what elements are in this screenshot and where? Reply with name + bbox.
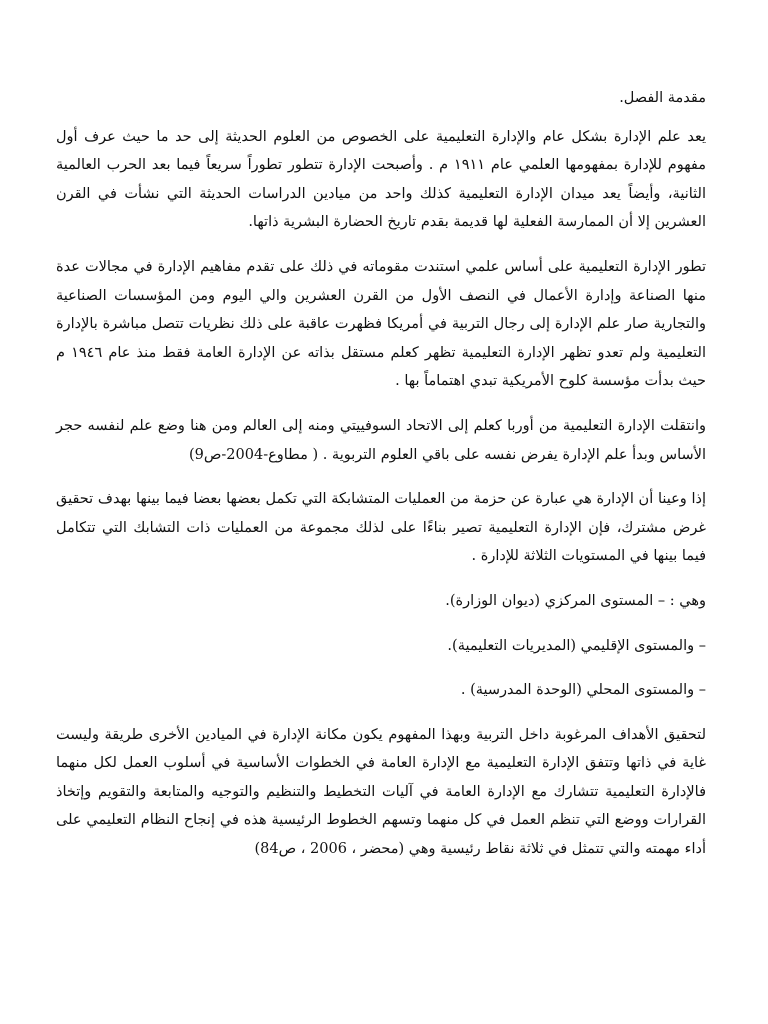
paragraph-development: تطور الإدارة التعليمية على أساس علمي استندت مقوماته في ذلك على تقدم مفاهيم الإدارة في مجالات عدة منها الصناعة وإدارة الأعمال في النصف الأول من القرن العشرين والي اليوم ومن المؤسسات الصناعية والتجارية صار علم الإدارة إلى رجال التربية في أمريكا فظهرت عاقبة على ذلك نظريات تتصل مباشرة بالإدارة التعليمية ولم تعدو تظهر الإدارة التعليمية تظهر كعلم مستقل بذاته عن الإدارة العامة فقط منذ عام ١٩٤٦ م حيث بدأت مؤسسة كلوح الأمريكية تبدي اهتماماً بها . — [56, 258, 706, 390]
paragraph-processes: إذا وعينا أن الإدارة هي عبارة عن حزمة من العمليات المتشابكة التي تكمل بعضها بعضا فيما بينها بهدف تحقيق غرض مشترك، فإن الإدارة التعليمية تصير بناءًا على لذلك مجموعة من العمليات ذات التشابك التي تتكامل فيما بينها في المستويات الثلاثة للإدارة . — [56, 491, 706, 565]
level-local: – والمستوى المحلي (الوحدة المدرسية) . — [460, 682, 706, 699]
level-central: وهي : – المستوى المركزي (ديوان الوزارة). — [445, 592, 706, 609]
document-page — [56, 84, 706, 880]
level-regional: – والمستوى الإقليمي (المديريات التعليمية). — [447, 637, 706, 654]
administration-levels-list — [56, 587, 706, 705]
paragraph-definition: يعد علم الإدارة بشكل عام والإدارة التعليمية على الخصوص من العلوم الحديثة إلى حد ما حيث عرف أول مفهوم للإدارة بمفهومها العلمي عام ١٩١١ م . وأصبحت الإدارة تتطور تطوراً سريعاً فيما بعد الحرب العالمية الثانية، وأيضاً يعد ميدان الإدارة التعليمية كذلك واحد من ميادين الدراسات الحديثة التي نشأت في القرن العشرين إلا أن الممارسة الفعلية لها قديمة بقدم تاريخ الحضارة البشرية ذاتها. — [56, 128, 706, 231]
paragraph-closing: لتحقيق الأهداف المرغوبة داخل التربية وبهذا المفهوم يكون مكانة الإدارة في الميادين الأخرى طريقة وليست غاية في ذاتها وتتفق الإدارة التعليمية مع الإدارة العامة في الخطوات الأساسية في أسلوب العمل لكل منهما فالإدارة التعليمية تتشارك مع الإدارة العامة في آليات التخطيط والتنظيم والتوجيه والمتابعة والتقويم وإتخاذ القرارات ووضع التي تنظم العمل في كل منهما وتسهم الخطوط الرئيسية هذه في إنجاح النظام التعليمي على أداء مهمته والتي تتمثل في ثلاثة نقاط رئيسية وهي (محضر ، 2006 ، ص84) — [56, 726, 706, 858]
chapter-heading: مقدمة الفصل. — [619, 90, 706, 106]
paragraph-spread: وانتقلت الإدارة التعليمية من أوربا كعلم إلى الاتحاد السوفييتي ومنه إلى العالم ومن هنا وضع علم لنفسه حجر الأساس وبدأ علم الإدارة يفرض نفسه على باقي العلوم التربوية . ( مطاوع-2004-ص9) — [56, 417, 706, 463]
